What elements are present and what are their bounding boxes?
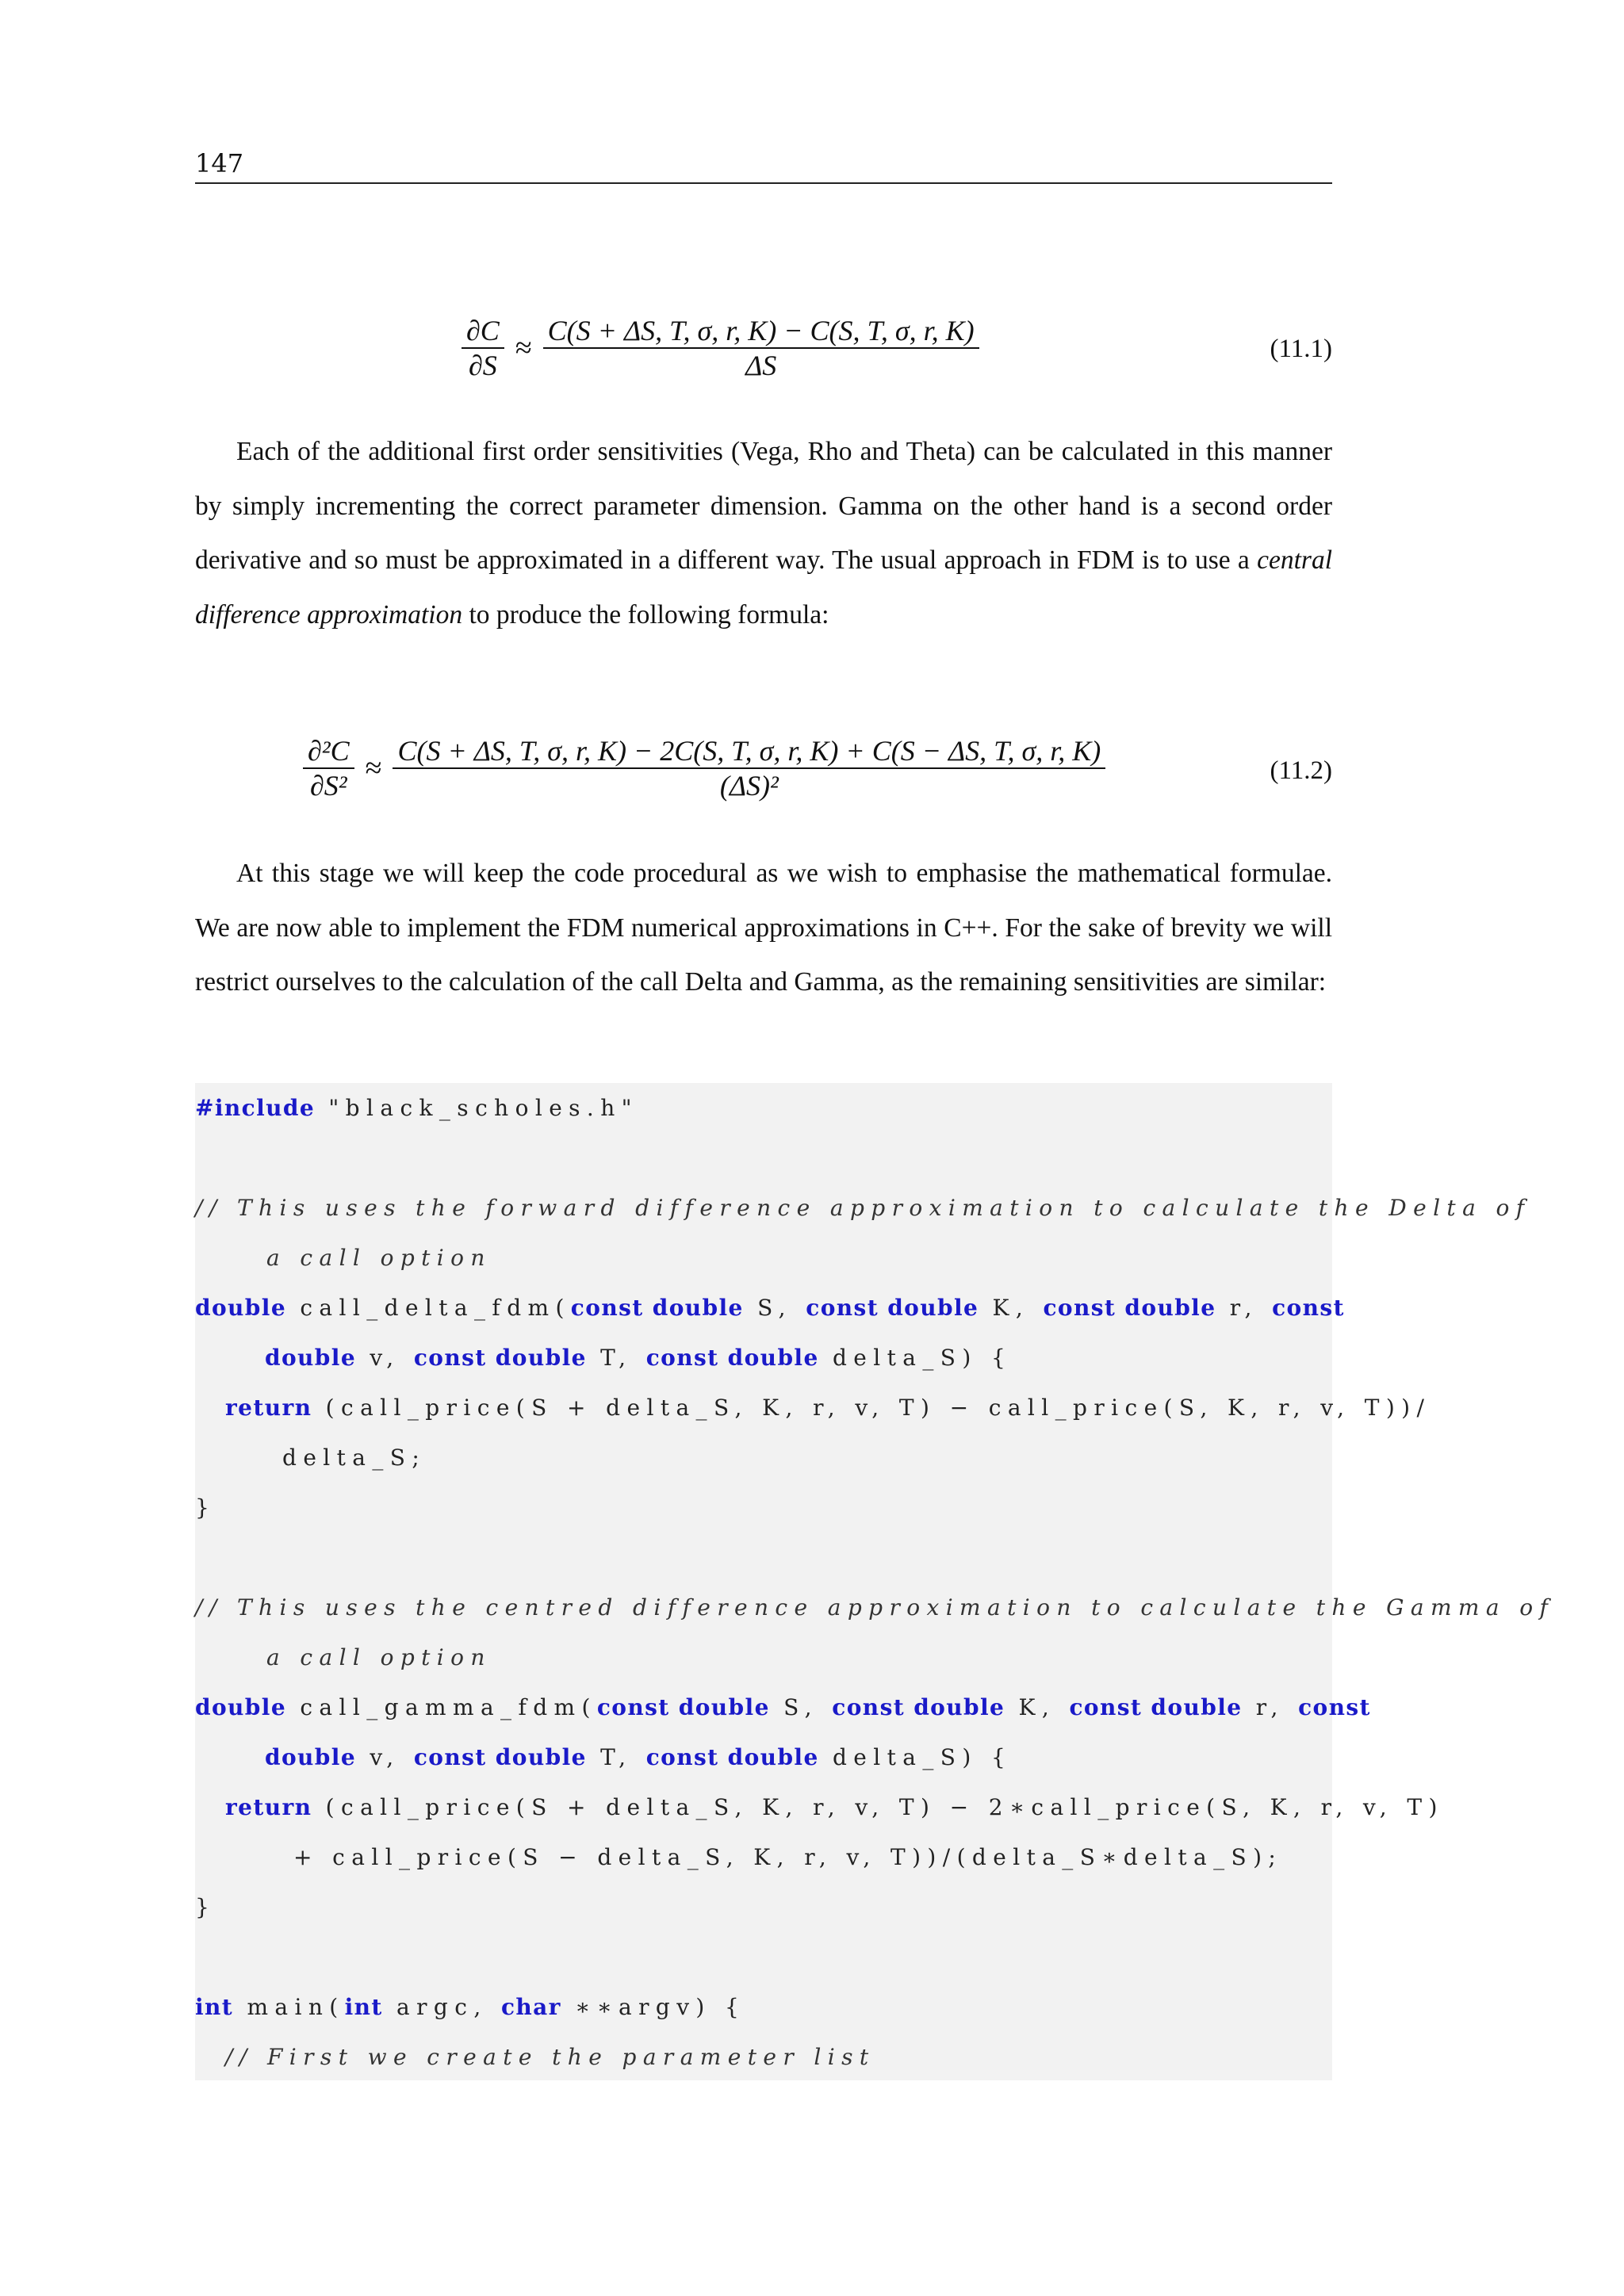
- code-listing: [195, 1083, 1332, 2080]
- code-text: r,: [1216, 1295, 1273, 1321]
- code-keyword: const double: [1069, 1694, 1243, 1720]
- code-comment: a call option: [266, 1245, 492, 1271]
- code-keyword: const double: [645, 1345, 819, 1371]
- code-text: K,: [1005, 1694, 1070, 1720]
- code-keyword: double: [195, 1694, 287, 1720]
- code-text: S,: [769, 1694, 833, 1720]
- code-keyword: const double: [413, 1744, 587, 1770]
- code-text: "black_scholes.h": [315, 1095, 638, 1121]
- code-line-gamma-return-cont: + call_price(S − delta_S, K, r, v, T))/(delta_S∗delta_S);: [293, 1844, 1283, 1870]
- rhs-denominator: ΔS: [745, 350, 777, 381]
- paragraph-1: [195, 425, 1332, 642]
- code-comment: a call option: [266, 1644, 492, 1670]
- equation-11-1: [195, 314, 1332, 396]
- rhs-fraction: [543, 314, 979, 382]
- lhs-fraction: [462, 314, 504, 382]
- code-keyword: return: [225, 1794, 312, 1820]
- code-line-gamma-return: [225, 1792, 1444, 1823]
- code-line-close-brace: }: [195, 1894, 216, 1920]
- lhs-denominator: ∂S²: [310, 770, 347, 802]
- paragraph-2: [195, 847, 1332, 1010]
- code-keyword: double: [265, 1345, 357, 1371]
- code-keyword: const double: [1043, 1295, 1216, 1321]
- code-text: (call_price(S + delta_S, K, r, v, T) − call_price(S, K, r, v, T))/: [312, 1395, 1431, 1421]
- code-keyword: const double: [413, 1345, 587, 1371]
- code-keyword: const: [1298, 1694, 1371, 1720]
- code-text: argc,: [382, 1994, 501, 2020]
- code-keyword: const double: [570, 1295, 744, 1321]
- code-comment: // First we create the parameter list: [225, 2044, 875, 2070]
- code-comment: // This uses the centred difference approximation to calculate the Gamma of: [195, 1594, 1555, 1621]
- code-line-delta-signature: [195, 1292, 1345, 1324]
- rhs-numerator: C(S + ΔS, T, σ, r, K) − 2C(S, T, σ, r, K) + C(S − ΔS, T, σ, r, K): [397, 735, 1101, 767]
- code-line-gamma-signature-cont: [265, 1742, 1012, 1774]
- code-keyword: int: [195, 1994, 234, 2020]
- equation-11-2: [195, 734, 1332, 821]
- code-text: v,: [356, 1345, 414, 1371]
- code-line-main: [195, 1992, 745, 2023]
- equation-body: [462, 314, 979, 382]
- equation-label: (11.1): [1270, 335, 1332, 363]
- code-keyword: char: [500, 1994, 561, 2020]
- paragraph-2-text: At this stage we will keep the code procedural as we wish to emphasise the mathematical formulae. We are now able to implement the FDM numerical approximations in C++. For the sake of brevity we will restrict ourselves to the calculation of the call Delta and Gamma, as the remaining sensitivities are similar:: [195, 859, 1332, 997]
- code-line-delta-signature-cont: [265, 1342, 1012, 1374]
- code-comment: // This uses the forward difference approximation to calculate the Delta of: [195, 1195, 1531, 1221]
- code-line-delta-return-cont: delta_S;: [282, 1445, 427, 1471]
- code-line-delta-return: [225, 1392, 1431, 1424]
- code-line-include: [195, 1093, 638, 1124]
- code-keyword: const double: [806, 1295, 979, 1321]
- code-line-gamma-signature: [195, 1692, 1371, 1724]
- paragraph-1-italic: central difference approximation: [195, 545, 1332, 629]
- code-text: r,: [1242, 1694, 1299, 1720]
- code-text: delta_S) {: [818, 1744, 1013, 1770]
- code-keyword: const double: [832, 1694, 1005, 1720]
- page-number: 147: [195, 148, 244, 178]
- code-keyword: double: [265, 1744, 357, 1770]
- code-text: T,: [586, 1744, 646, 1770]
- code-keyword: const: [1272, 1295, 1345, 1321]
- code-text: K,: [979, 1295, 1044, 1321]
- code-text: T,: [586, 1345, 646, 1371]
- header-rule: [195, 182, 1332, 184]
- code-keyword: #include: [195, 1095, 316, 1121]
- rhs-numerator: C(S + ΔS, T, σ, r, K) − C(S, T, σ, r, K): [547, 315, 975, 346]
- code-text: ∗∗argv) {: [561, 1994, 746, 2020]
- lhs-numerator: ∂²C: [308, 735, 350, 767]
- lhs-fraction: [303, 734, 354, 802]
- code-text: (call_price(S + delta_S, K, r, v, T) − 2∗call_price(S, K, r, v, T): [312, 1794, 1444, 1820]
- code-line-close-brace: }: [195, 1494, 216, 1521]
- code-keyword: const double: [645, 1744, 819, 1770]
- code-keyword: const double: [596, 1694, 770, 1720]
- paragraph-1-text-a: Each of the additional first order sensitivities (Vega, Rho and Theta) can be calculated in this manner by simply incrementing the correct parameter dimension. Gamma on the other hand is a second order derivative and so must be approximated in a different way. The usual approach in FDM is to use a: [195, 437, 1332, 575]
- equation-label: (11.2): [1270, 756, 1332, 785]
- approx-sign: ≈: [365, 752, 382, 785]
- code-text: S,: [743, 1295, 806, 1321]
- code-keyword: return: [225, 1395, 312, 1421]
- paragraph-1-text-b: to produce the following formula:: [462, 599, 829, 629]
- equation-body: [303, 734, 1105, 802]
- lhs-numerator: ∂C: [466, 315, 500, 346]
- approx-sign: ≈: [515, 331, 532, 365]
- lhs-denominator: ∂S: [469, 350, 497, 381]
- code-keyword: double: [195, 1295, 287, 1321]
- code-text: call_delta_fdm(: [286, 1295, 571, 1321]
- code-text: v,: [356, 1744, 414, 1770]
- rhs-denominator: (ΔS)²: [719, 770, 779, 802]
- code-text: delta_S) {: [818, 1345, 1013, 1371]
- code-keyword: int: [344, 1994, 383, 2020]
- code-text: call_gamma_fdm(: [286, 1694, 597, 1720]
- code-text: main(: [233, 1994, 345, 2020]
- rhs-fraction: [393, 734, 1105, 802]
